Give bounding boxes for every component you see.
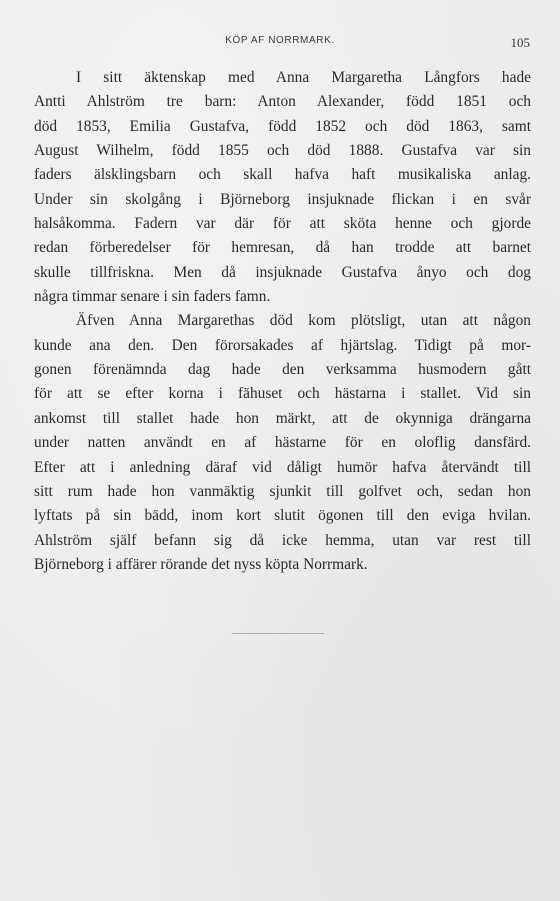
text-line: faders älsklingsbarn och skall hafva haft musikaliska anlag. bbox=[34, 166, 531, 184]
text-line: några timmar senare i sin faders famn. bbox=[34, 288, 271, 306]
text-line: lyftats på sin bädd, inom kort slutit ögonen till den eviga hvilan. bbox=[34, 507, 531, 525]
text-line: August Wilhelm, född 1855 och död 1888. Gustafva var sin bbox=[34, 142, 531, 160]
paragraph-2 bbox=[34, 309, 531, 577]
text-line: Efter att i anledning däraf vid dåligt humör hafva återvändt till bbox=[34, 458, 531, 476]
text-line: Under sin skolgång i Björneborg insjuknade flickan i en svår bbox=[34, 190, 531, 208]
running-head bbox=[0, 35, 560, 53]
text-line: halsåkomma. Fadern var där för att sköta henne och gjorde bbox=[34, 215, 531, 233]
text-line: sitt rum hade hon vanmäktig sjunkit till golfvet och, sedan hon bbox=[34, 482, 531, 500]
text-line: I sitt äktenskap med Anna Margaretha Långfors hade bbox=[76, 69, 531, 86]
section-divider bbox=[232, 633, 324, 634]
running-title: KÖP AF NORRMARK. bbox=[225, 35, 335, 46]
text-line: Ahlström själf befann sig då icke hemma, utan var rest till bbox=[34, 531, 531, 549]
text-line: för att se efter korna i fähuset och hästarna i stallet. Vid sin bbox=[34, 385, 531, 403]
text-line: redan förberedelser för hemresan, då han trodde att barnet bbox=[34, 239, 531, 257]
text-line: gonen förenämnda dag hade den verksamma husmodern gått bbox=[34, 361, 531, 379]
text-line: under natten användt en af hästarne för en oloflig dansfärd. bbox=[34, 434, 531, 452]
text-line: ankomst till stallet hade hon märkt, att de okynniga drängarna bbox=[34, 409, 531, 427]
paragraph-1 bbox=[34, 66, 531, 309]
text-line: Björneborg i affärer rörande det nyss köpta Norrmark. bbox=[34, 555, 368, 573]
text-line: död 1853, Emilia Gustafva, född 1852 och död 1863, samt bbox=[34, 117, 531, 135]
text-line: skulle tillfriskna. Men då insjuknade Gustafva ånyo och dog bbox=[34, 263, 531, 281]
page-number: 105 bbox=[510, 35, 530, 50]
text-line: kunde ana den. Den förorsakades af hjärtslag. Tidigt på mor- bbox=[34, 336, 531, 354]
text-line: Antti Ahlström tre barn: Anton Alexander, född 1851 och bbox=[34, 93, 531, 111]
body-text bbox=[34, 66, 531, 577]
text-line: Äfven Anna Margarethas död kom plötsligt, utan att någon bbox=[76, 312, 531, 330]
